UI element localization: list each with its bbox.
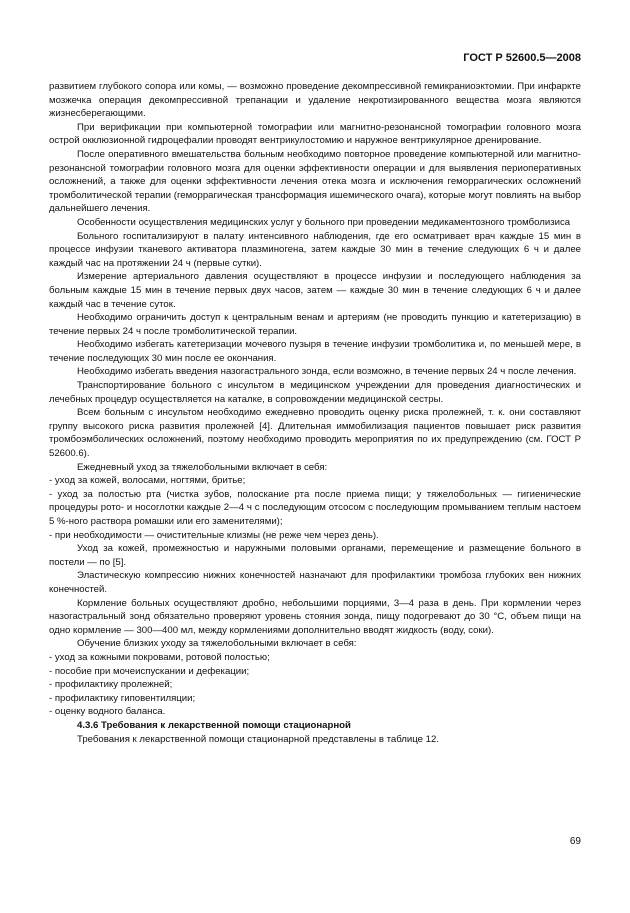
page-number: 69 <box>569 836 581 847</box>
document-body <box>49 80 581 746</box>
list-item: - при необходимости — очистительные клизмы (не реже чем через день). <box>49 529 379 541</box>
list-item: - уход за кожей, волосами, ногтями, бритье; <box>49 475 246 487</box>
list-item: - уход за полостью рта (чистка зубов, полоскание рта после приема пищи; у тяжелобольных — гигиенические процедуры рото- и носоглотки каждые 2—4 ч с последующим отсосом с последующим промыванием теплым настоем 5 %-ного раствора ромашки или его заменителями); <box>49 488 581 527</box>
paragraph: Необходимо избегать катетеризации мочевого пузыря в течение инфузии тромболитика и, по меньшей мере, в течение последующих 30 мин после ее окончания. <box>49 339 581 364</box>
paragraph: После оперативного вмешательства больным необходимо повторное проведение компьютерной или магнитно-резонансной томографии головного мозга для оценки эффективности операции и для выявления периоперативных осложнений, а также для оценки эффективности лечения отека мозга и исключения геморрагических осложнений тромболитической терапии (геморрагическая трансформация ишемического очага), которые могут повлиять на выбор дальнейшего лечения. <box>49 148 581 215</box>
list-item: - профилактику гиповентиляции; <box>49 692 196 704</box>
paragraph: развитием глубокого сопора или комы, — возможно проведение декомпрессивной гемикраниоэктомии. При инфаркте мозжечка операция декомпрессивной трепанации и удаление некротизированного вещества мозга являются жизнесберегающими. <box>49 81 581 120</box>
paragraph: Требования к лекарственной помощи стационарной представлены в таблице 12. <box>77 733 439 745</box>
paragraph: Всем больным с инсультом необходимо ежедневно проводить оценку риска пролежней, т. к. они составляют группу высокого риска развития пролежней [4]. Длительная иммобилизация пациентов повышает риск развития тромбоэмболических осложнений, поэтому необходимо проводить мероприятия по их предупреждению (см. ГОСТ Р 52600.6). <box>49 407 581 460</box>
paragraph: Измерение артериального давления осуществляют в процессе инфузии и последующего наблюдения за больным каждые 15 мин в течение первых двух часов, затем — каждые 30 мин в течение следующих 6 ч и далее каждый час в течение суток. <box>49 271 581 310</box>
paragraph: При верификации при компьютерной томографии или магнитно-резонансной томографии головного мозга острой окклюзионной гидроцефалии проводят вентрикулостомию и наружное вентрикулярное дренирование. <box>49 121 581 147</box>
list-item: - оценку водного баланса. <box>49 706 166 718</box>
paragraph: Особенности осуществления медицинских услуг у больного при проведении медикаментозного тромболизиса <box>77 216 571 228</box>
paragraph: Больного госпитализируют в палату интенсивного наблюдения, где его осматривает врач каждые 15 мин в процессе инфузии тканевого активатора плазминогена, затем каждые 30 мин в течение следующих 6 ч и далее каждый час на протяжении 24 ч (первые сутки). <box>49 230 581 269</box>
list-item: - уход за кожными покровами, ротовой полостью; <box>49 651 270 663</box>
list-item: - пособие при мочеиспускании и дефекации; <box>49 665 250 677</box>
paragraph: Необходимо избегать введения назогастрального зонда, если возможно, в течение первых 24 ч после лечения. <box>77 366 577 378</box>
list-item: - профилактику пролежней; <box>49 679 173 691</box>
paragraph: Кормление больных осуществляют дробно, небольшими порциями, 3—4 раза в день. При кормлении через назогастральный зонд обязательно проверяют уровень стояния зонда, пищу подогревают до 30 °С, объем пищи на одно кормление — 300—400 мл, между кормлениями дополнительно вводят жидкость (воду, соки). <box>49 597 581 636</box>
paragraph: Эластическую компрессию нижних конечностей назначают для профилактики тромбоза глубоких вен нижних конечностей. <box>49 570 581 595</box>
paragraph: Уход за кожей, промежностью и наружными половыми органами, перемещение и размещение больного в постели — по [5]. <box>49 543 581 568</box>
paragraph: Обучение близких уходу за тяжелобольными включает в себя: <box>77 638 357 650</box>
standard-header: ГОСТ Р 52600.5—2008 <box>463 52 581 64</box>
paragraph: Ежедневный уход за тяжелобольными включает в себя: <box>77 461 328 473</box>
paragraph: Транспортирование больного с инсультом в медицинском учреждении для проведения диагностических и лечебных процедур осуществляется на каталке, в сопровождении медицинской сестры. <box>49 380 581 405</box>
paragraph: Необходимо ограничить доступ к центральным венам и артериям (не проводить пункцию и катетеризацию) в течение первых 24 ч после тромболитической терапии. <box>49 312 581 337</box>
section-heading: 4.3.6 Требования к лекарственной помощи стационарной <box>77 719 351 731</box>
